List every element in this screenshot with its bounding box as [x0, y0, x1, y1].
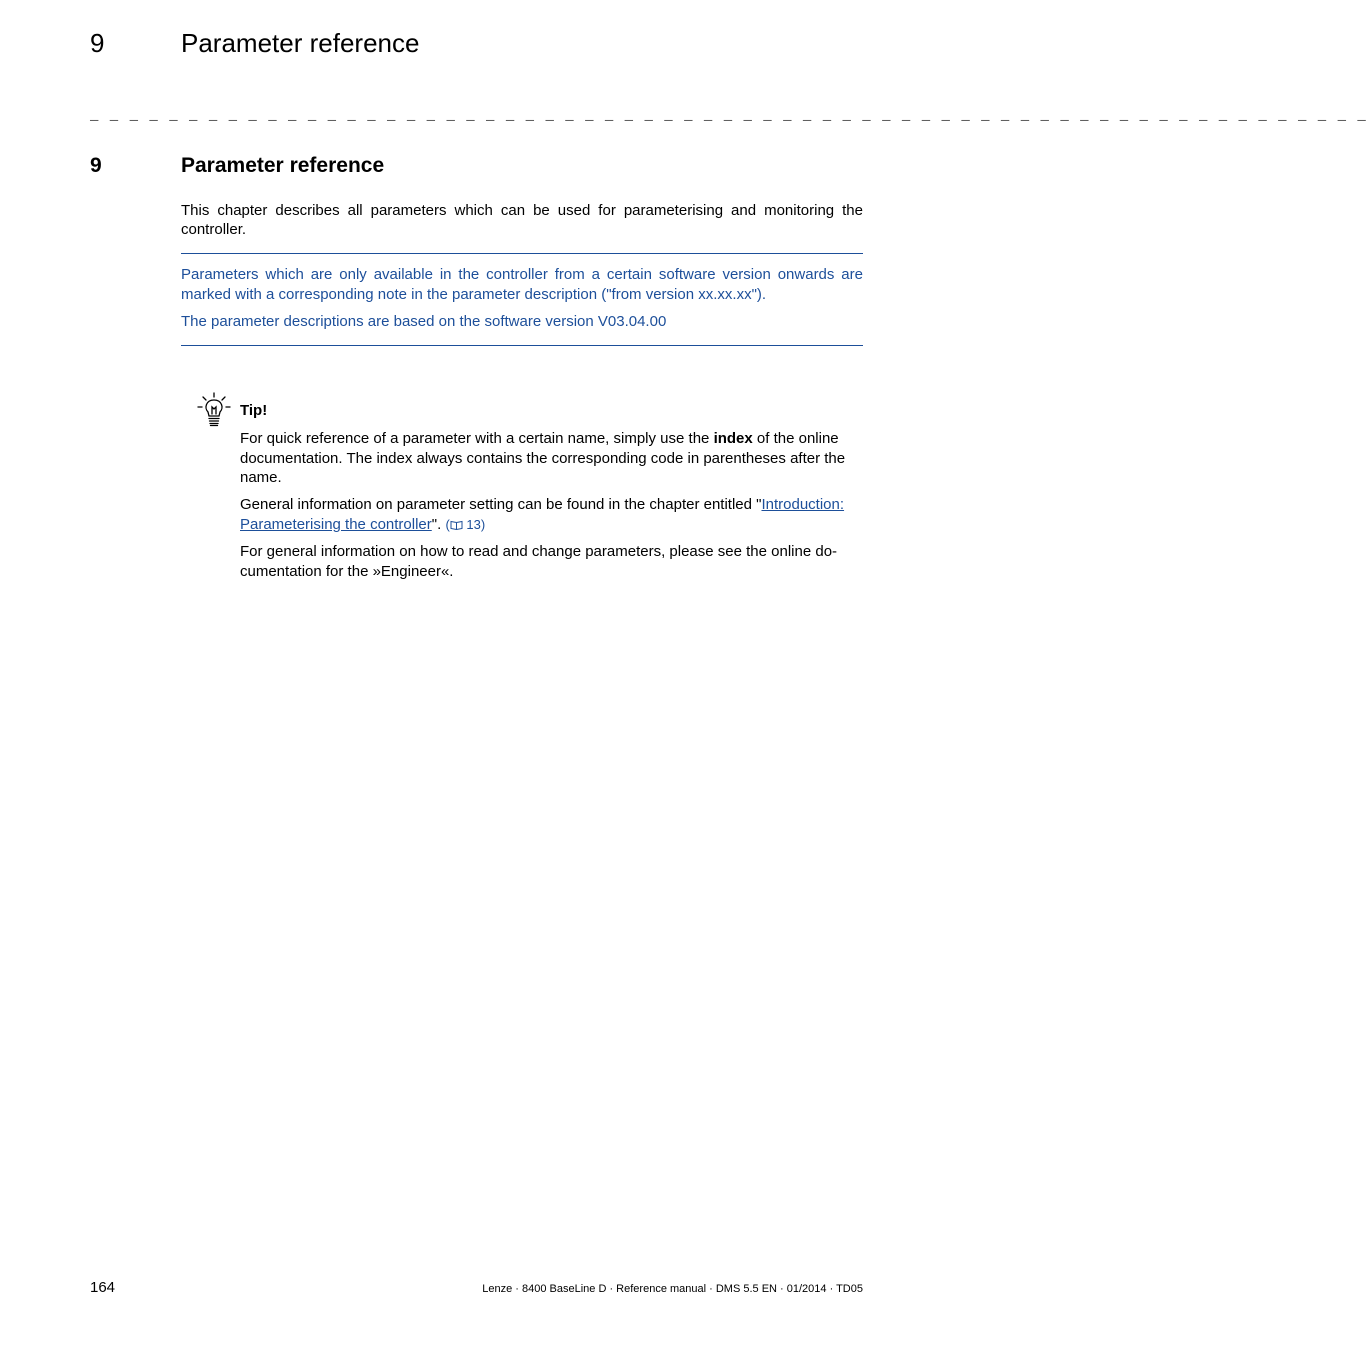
- page-number: 164: [90, 1279, 116, 1296]
- tip-paragraph-index: [240, 429, 862, 488]
- page-reference-close: ): [480, 516, 486, 532]
- lightbulb-icon: [196, 392, 232, 428]
- tip-bold-index: index: [713, 430, 753, 447]
- section-title: Parameter reference: [181, 154, 385, 177]
- intro-paragraph: This chapter describes all parameters which can be used for parameterising and monitoring the controller.: [181, 202, 863, 238]
- book-icon: [450, 520, 463, 530]
- section-number: 9: [90, 154, 102, 177]
- note-paragraph-software: The parameter descriptions are based on the software version V03.04.00: [181, 313, 667, 330]
- tip-text: For quick reference of a parameter with a certain name, simply use the: [240, 430, 714, 447]
- header-dashed-rule: _ _ _ _ _ _ _ _ _ _ _ _ _ _ _ _ _ _ _ _ _ _ _ _ _ _ _ _ _ _ _ _ _ _ _ _ _ _ _ _ _ _ _ _ _ _ _ _ _ _ _ _ _ _ _ _ _ _ _ _ _ _ _ _ _: [90, 108, 1367, 124]
- note-top-rule: [181, 253, 863, 254]
- page-reference-number: 13: [466, 516, 481, 532]
- tip-text: of the online documentation. The index always contains the corresponding code in parentheses after the name.: [240, 430, 846, 486]
- note-bottom-rule: [181, 345, 863, 346]
- tip-text: General information on parameter setting can be found in the chapter entitled ": [240, 496, 762, 513]
- header-chapter-number: 9: [90, 28, 105, 58]
- tip-text: ".: [431, 515, 446, 533]
- tip-paragraph-engineer: For general information on how to read and change parameters, please see the online do-cumentation for the »Engineer«.: [240, 543, 838, 580]
- note-paragraph-version: Parameters which are only available in the controller from a certain software version onwards are marked with a corresponding note in the parameter description ("from version xx.xx.xx").: [181, 266, 863, 303]
- tip-paragraph-general: [240, 495, 862, 534]
- chapter-link[interactable]: Introduction: Parameterising the controller: [240, 496, 845, 533]
- footer-doc-info: Lenze · 8400 BaseLine D · Reference manual · DMS 5.5 EN · 01/2014 · TD05: [482, 1283, 863, 1295]
- header-chapter-title: Parameter reference: [181, 28, 420, 58]
- page-reference-open: (: [445, 516, 450, 532]
- tip-label: Tip!: [240, 402, 268, 419]
- page-reference[interactable]: [445, 517, 485, 532]
